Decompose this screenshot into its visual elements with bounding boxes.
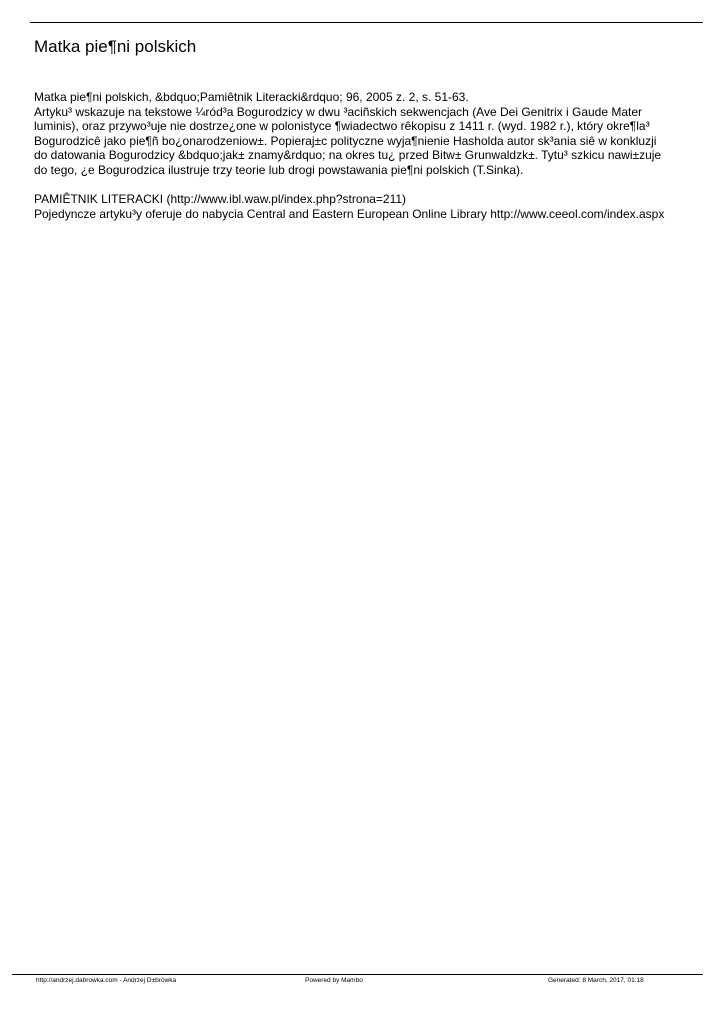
page-title: Matka pie¶ni polskich [34, 37, 197, 56]
footer-divider [12, 974, 703, 975]
abstract-line: Bogurodzicê jako pie¶ñ bo¿onarodzeniow±. Popieraj±c polityczne wyja¶nienie Hasholda autor sk³ania siê w konkluzji [34, 133, 657, 148]
source-line: PAMIÊTNIK LITERACKI (http://www.ibl.waw.pl/index.php?strona=211) [34, 192, 407, 207]
paragraph-spacer [34, 178, 694, 193]
footer-site-link[interactable]: http://andrzej.dabrowka.com - Andrzej D±bròwka [36, 977, 177, 984]
article-body [34, 90, 694, 221]
abstract-line: do tego, ¿e Bogurodzica ilustruje trzy teorie lub drogi powstawania pie¶ni polskich (T.Sinka). [34, 162, 524, 177]
abstract-line: Artyku³ wskazuje na tekstowe ¼ród³a Bogurodzicy w dwu ³aciñskich sekwencjach (Ave Dei Genitrix i Gaude Mater [34, 104, 643, 119]
abstract-line: luminis), oraz przywo³uje nie dostrze¿one w polonistyce ¶wiadectwo rêkopisu z 1411 r. (wyd. 1982 r.), który okre¶la³ [34, 119, 650, 134]
abstract-line: do datowania Bogurodzicy &bdquo;jak± znamy&rdquo; na okres tu¿ przed Bitw± Grunwaldzk±. Tytu³ szkicu nawi±zuje [34, 148, 662, 163]
availability-line: Pojedyncze artyku³y oferuje do nabycia Central and Eastern European Online Library http://www.ceeol.com/index.aspx [34, 206, 665, 221]
footer-generated-date: Generated: 8 March, 2017, 01:18 [548, 977, 644, 984]
citation: Matka pie¶ni polskich, &bdquo;Pamiêtnik Literacki&rdquo; 96, 2005 z. 2, s. 51-63. [34, 90, 469, 104]
footer-powered-by: Powered by Mambo [305, 977, 363, 984]
header-divider [30, 22, 703, 23]
